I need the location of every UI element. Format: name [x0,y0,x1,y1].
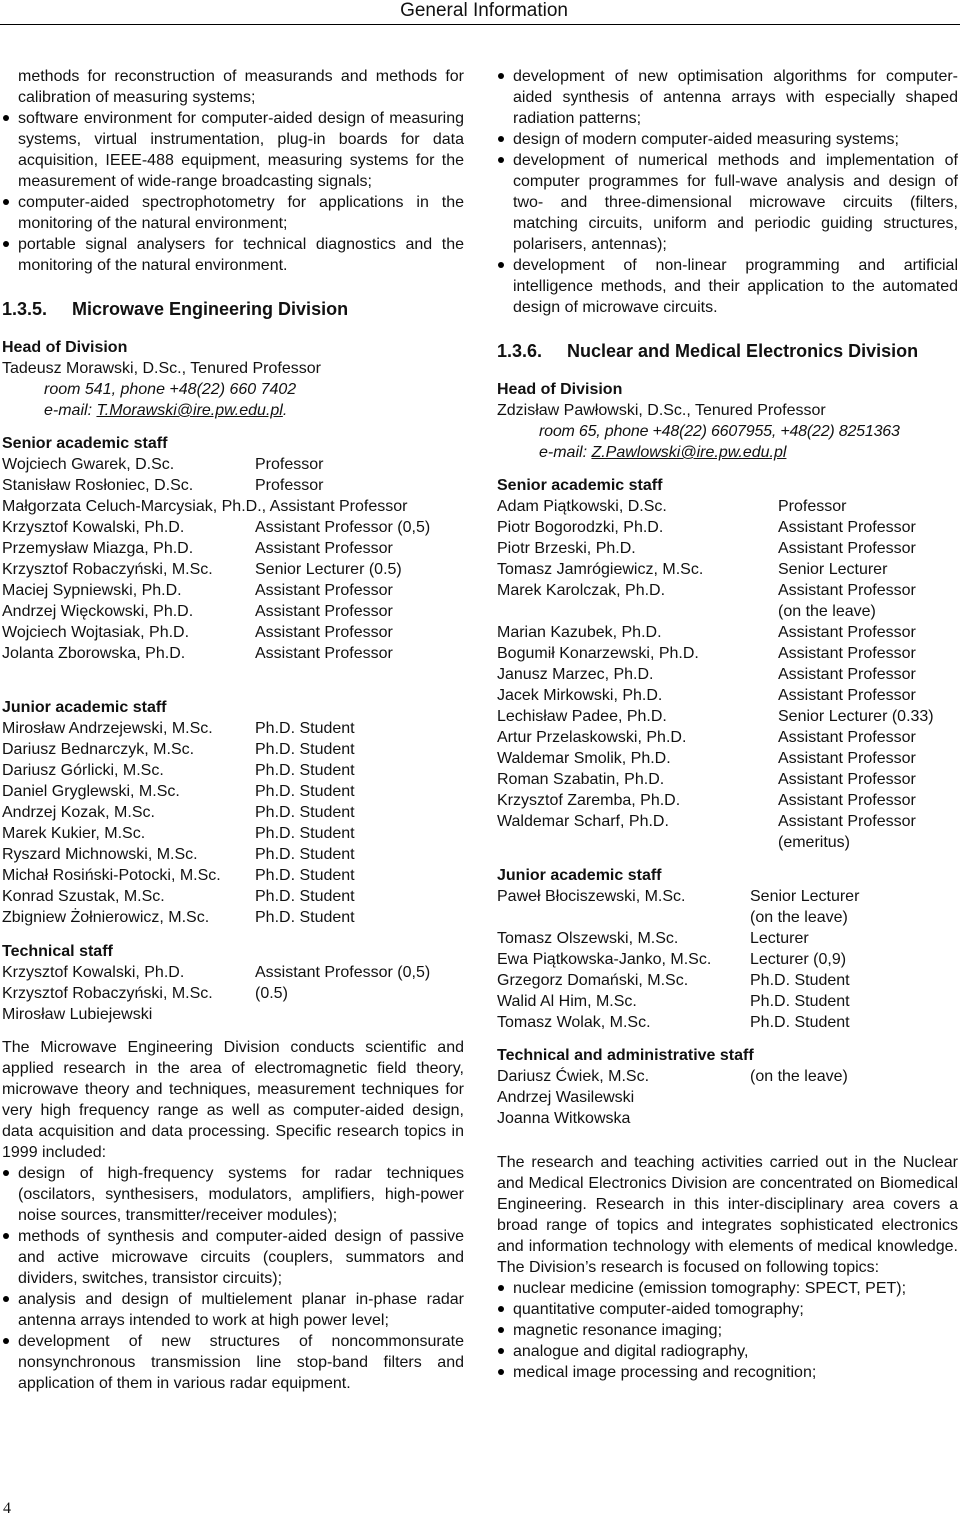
right-column [497,66,958,1383]
head-room: room 541, phone +48(22) 660 7402 [44,381,297,398]
table-row: Krzysztof Robaczyński, M.Sc. (0.5) [2,985,288,1002]
table-row: Walid Al Him, M.Sc. Ph.D. Student [497,993,850,1010]
intro-continuation: methods for reconstruction of measurands and methods for calibration of measuring systems; [18,68,464,106]
technical-label: Technical staff [2,943,113,960]
email-suffix: . [282,402,288,419]
table-row: Piotr Brzeski, Ph.D. Assistant Professor [497,540,916,557]
head-label: Head of Division [497,381,623,398]
table-row: Andrzej Więckowski, Ph.D. Assistant Professor [2,603,393,620]
table-row: Roman Szabatin, Ph.D. Assistant Professor [497,771,916,788]
section-number: 1.3.6. [497,341,543,361]
senior-staff-list [497,475,958,853]
table-row: Waldemar Smolik, Ph.D. Assistant Professor [497,750,916,767]
table-row: Dariusz Górlicki, M.Sc. Ph.D. Student [2,762,355,779]
list-item: development of non-linear programming and artificial intelligence methods, and their application to the automated design of microwave circuits. [497,255,958,318]
division-description: The Microwave Engineering Division conducts scientific and applied research in the area of electromagnetic field theory, microwave theory and techniques, measurement techniques for very high frequency range as well as computer-aided design, data acquisition and data processing. Specific research topics in 1999 included: [2,1039,464,1161]
table-row: Piotr Bogorodzki, Ph.D. Assistant Professor [497,519,916,536]
table-row: Marek Kukier, M.Sc. Ph.D. Student [2,825,355,842]
junior-label: Junior academic staff [497,867,662,884]
table-row: Tomasz Wolak, M.Sc. Ph.D. Student [497,1014,850,1031]
head-room: room 65, phone +48(22) 6607955, +48(22) 8251363 [539,423,900,440]
table-row: (emeritus) [778,834,851,851]
table-row: Ewa Piątkowska-Janko, M.Sc. Lecturer (0,9) [497,951,847,968]
table-row: Marek Karolczak, Ph.D. Assistant Professor [497,582,916,599]
table-row: Bogumił Konarzewski, Ph.D. Assistant Professor [497,645,916,662]
intro-bullet-list [497,66,958,318]
table-row: Ryszard Michnowski, M.Sc. Ph.D. Student [2,846,355,863]
head-name: Zdzisław Pawłowski, D.Sc., Tenured Professor [497,402,826,419]
table-row: (on the leave) [778,603,876,620]
table-row: Konrad Szustak, M.Sc. Ph.D. Student [2,888,355,905]
section-title: Microwave Engineering Division [72,299,349,319]
table-row: Krzysztof Robaczyński, M.Sc. Senior Lecturer (0.5) [2,561,402,578]
table-row: Michał Rosiński-Potocki, M.Sc. Ph.D. Student [2,867,355,884]
table-row: Krzysztof Kowalski, Ph.D. Assistant Professor (0,5) [2,519,431,536]
table-row: Dariusz Bednarczyk, M.Sc. Ph.D. Student [2,741,355,758]
email-prefix: e-mail: [44,402,97,419]
table-row: Wojciech Gwarek, D.Sc. Professor [2,456,324,473]
list-item: methods of synthesis and computer-aided design of passive and active microwave circuits (couplers, summators and dividers, switches, transistor circuits); [2,1226,464,1289]
list-item: design of modern computer-aided measuring systems; [497,129,958,150]
table-row: Adam Piątkowski, D.Sc. Professor [497,498,847,515]
table-row: Waldemar Scharf, Ph.D. Assistant Professor [497,813,916,830]
list-item: analogue and digital radiography, [497,1341,958,1362]
technical-label: Technical and administrative staff [497,1047,754,1064]
table-row: Wojciech Wojtasiak, Ph.D. Assistant Professor [2,624,393,641]
research-topics-list [2,1163,464,1394]
table-row: Krzysztof Zaremba, Ph.D. Assistant Professor [497,792,916,809]
section-title: Nuclear and Medical Electronics Division [567,341,919,361]
table-row: Zbigniew Żołnierowicz, M.Sc. Ph.D. Student [2,909,355,926]
list-item: development of new optimisation algorithms for computer-aided synthesis of antenna arrays with especially shaped radiation patterns; [497,66,958,129]
table-row: Lechisław Padee, Ph.D. Senior Lecturer (0.33) [497,708,934,725]
table-row: Przemysław Miazga, Ph.D. Assistant Professor [2,540,393,557]
head-email-line [2,400,464,421]
senior-staff-list [2,433,464,664]
table-row: Tomasz Olszewski, M.Sc. Lecturer [497,930,809,947]
table-row: Mirosław Andrzejewski, M.Sc. Ph.D. Student [2,720,355,737]
table-row: Mirosław Lubiejewski [2,1006,153,1023]
list-item: nuclear medicine (emission tomography: SPECT, PET); [497,1278,958,1299]
table-row: Maciej Sypniewski, Ph.D. Assistant Professor [2,582,393,599]
junior-label: Junior academic staff [2,699,167,716]
header-title: General Information [400,0,568,21]
list-item: software environment for computer-aided design of measuring systems, virtual instrumentation, plug-in boards for data acquisition, IEEE-488 equipment, measuring systems for the measurement of wide-range broadcasting signals; [2,108,464,192]
technical-staff-list [497,1045,958,1129]
table-row: Joanna Witkowska [497,1110,631,1127]
email-prefix: e-mail: [539,444,592,461]
table-row: Artur Przelaskowski, Ph.D. Assistant Professor [497,729,916,746]
table-row: (on the leave) [750,909,848,926]
junior-staff-list [2,697,464,928]
list-item: computer-aided spectrophotometry for applications in the monitoring of the natural environment; [2,192,464,234]
section-heading [2,298,464,320]
division-description: The research and teaching activities carried out in the Nuclear and Medical Electronics Division are concentrated on Biomedical Engineering. Research in this inter-disciplinary area covers a broad range of topics and integrates sophisticated electronics and information technology with elements of medical knowledge. The Division’s research is focused on following topics: [497,1154,958,1276]
senior-label: Senior academic staff [2,435,168,452]
list-item: portable signal analysers for technical diagnostics and the monitoring of the natural environment. [2,234,464,276]
head-of-division [497,379,958,463]
research-topics-list [497,1278,958,1383]
table-row: Andrzej Wasilewski [497,1089,635,1106]
table-row: Jolanta Zborowska, Ph.D. Assistant Professor [2,645,393,662]
page-number: 4 [3,1500,11,1517]
table-row: Tomasz Jamrógiewicz, M.Sc. Senior Lecturer [497,561,888,578]
table-row: Stanisław Rosłoniec, D.Sc. Professor [2,477,324,494]
table-row: Marian Kazubek, Ph.D. Assistant Professor [497,624,916,641]
technical-staff-list [2,941,464,1025]
senior-label: Senior academic staff [497,477,663,494]
list-item: development of new structures of noncommonsurate nonsynchronous transmission line stop-band filters and application of them in various radar equipment. [2,1331,464,1394]
list-item: design of high-frequency systems for radar techniques (oscilators, synthesisers, modulators, amplifiers, high-power noise sources, transmitter/receiver modules); [2,1163,464,1226]
head-email-link[interactable]: Z.Pawlowski@ire.pw.edu.pl [591,444,787,461]
list-item: quantitative computer-aided tomography; [497,1299,958,1320]
table-row: Janusz Marzec, Ph.D. Assistant Professor [497,666,916,683]
table-row: Daniel Gryglewski, M.Sc. Ph.D. Student [2,783,355,800]
list-item: development of numerical methods and implementation of computer programmes for full-wave analysis and design of two- and three-dimensional microwave circuits (filters, matching circuits, uniform and periodic guiding structures, polarisers, antennas); [497,150,958,255]
head-of-division [2,337,464,421]
section-heading [497,340,958,362]
left-column [2,66,464,1394]
section-number: 1.3.5. [2,299,48,319]
table-row: Krzysztof Kowalski, Ph.D. Assistant Professor (0,5) [2,964,431,981]
list-item: magnetic resonance imaging; [497,1320,958,1341]
page-header [0,0,960,25]
intro-bullet-list [2,108,464,276]
table-row: Małgorzata Celuch-Marcysiak, Ph.D., Assistant Professor [2,498,408,515]
list-item: medical image processing and recognition; [497,1362,958,1383]
head-name: Tadeusz Morawski, D.Sc., Tenured Professor [2,360,321,377]
table-row: Grzegorz Domański, M.Sc. Ph.D. Student [497,972,850,989]
table-row: Dariusz Ćwiek, M.Sc. (on the leave) [497,1068,848,1085]
head-email-line [497,442,958,463]
table-row: Jacek Mirkowski, Ph.D. Assistant Professor [497,687,916,704]
junior-staff-list [497,865,958,1033]
list-item: analysis and design of multielement planar in-phase radar antenna arrays intended to work at high power level; [2,1289,464,1331]
table-row: Andrzej Kozak, M.Sc. Ph.D. Student [2,804,355,821]
table-row: Paweł Błociszewski, M.Sc. Senior Lecturer [497,888,860,905]
head-label: Head of Division [2,339,128,356]
head-email-link[interactable]: T.Morawski@ire.pw.edu.pl [96,402,283,419]
